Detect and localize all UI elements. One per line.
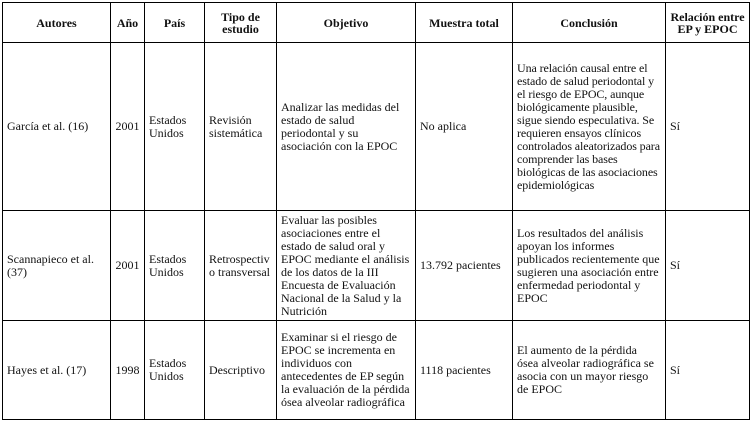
cell-muestra: 1118 pacientes (416, 321, 513, 420)
cell-objetivo: Evaluar las posibles asociaciones entre el estado de salud oral y EPOC mediante el análisis de los datos de la III Encuesta de Evaluación Nacional de la Salud y la Nutrición (277, 211, 416, 321)
header-muestra: Muestra total (416, 3, 513, 43)
cell-pais: Estados Unidos (145, 43, 205, 211)
cell-conclusion: El aumento de la pérdida ósea alveolar radiográfica se asocia con un mayor riesgo de EPOC (513, 321, 666, 420)
header-conclusion: Conclusión (513, 3, 666, 43)
cell-tipo: Revisión sistemática (205, 43, 277, 211)
table-row (3, 321, 750, 420)
header-autores: Autores (3, 3, 111, 43)
cell-anio: 2001 (111, 211, 145, 321)
cell-conclusion: Los resultados del análisis apoyan los informes publicados recientemente que sugieren una asociación entre enfermedad periodontal y EPOC (513, 211, 666, 321)
cell-muestra: No aplica (416, 43, 513, 211)
cell-pais: Estados Unidos (145, 321, 205, 420)
cell-autores: Scannapieco et al. (37) (3, 211, 111, 321)
header-tipo: Tipo de estudio (205, 3, 277, 43)
header-row (3, 3, 750, 43)
cell-relacion: Sí (666, 43, 750, 211)
cell-muestra: 13.792 pacientes (416, 211, 513, 321)
cell-tipo: Retrospectivo transversal (205, 211, 277, 321)
cell-anio: 1998 (111, 321, 145, 420)
cell-pais: Estados Unidos (145, 211, 205, 321)
header-pais: País (145, 3, 205, 43)
header-relacion: Relación entre EP y EPOC (666, 3, 750, 43)
table-row (3, 43, 750, 211)
studies-table (2, 2, 750, 420)
cell-relacion: Sí (666, 321, 750, 420)
cell-conclusion: Una relación causal entre el estado de salud periodontal y el riesgo de EPOC, aunque biológicamente plausible, sigue siendo especulativa. Se requieren ensayos clínicos controlados aleatorizados para comprender las bases biológicas de las asociaciones epidemiológicas (513, 43, 666, 211)
header-objetivo: Objetivo (277, 3, 416, 43)
cell-autores: Hayes et al. (17) (3, 321, 111, 420)
cell-tipo: Descriptivo (205, 321, 277, 420)
cell-anio: 2001 (111, 43, 145, 211)
header-anio: Año (111, 3, 145, 43)
cell-autores: García et al. (16) (3, 43, 111, 211)
cell-relacion: Sí (666, 211, 750, 321)
table-row (3, 211, 750, 321)
cell-objetivo: Examinar si el riesgo de EPOC se incrementa en individuos con antecedentes de EP según la evaluación de la pérdida ósea alveolar radiográfica (277, 321, 416, 420)
cell-objetivo: Analizar las medidas del estado de salud periodontal y su asociación con la EPOC (277, 43, 416, 211)
